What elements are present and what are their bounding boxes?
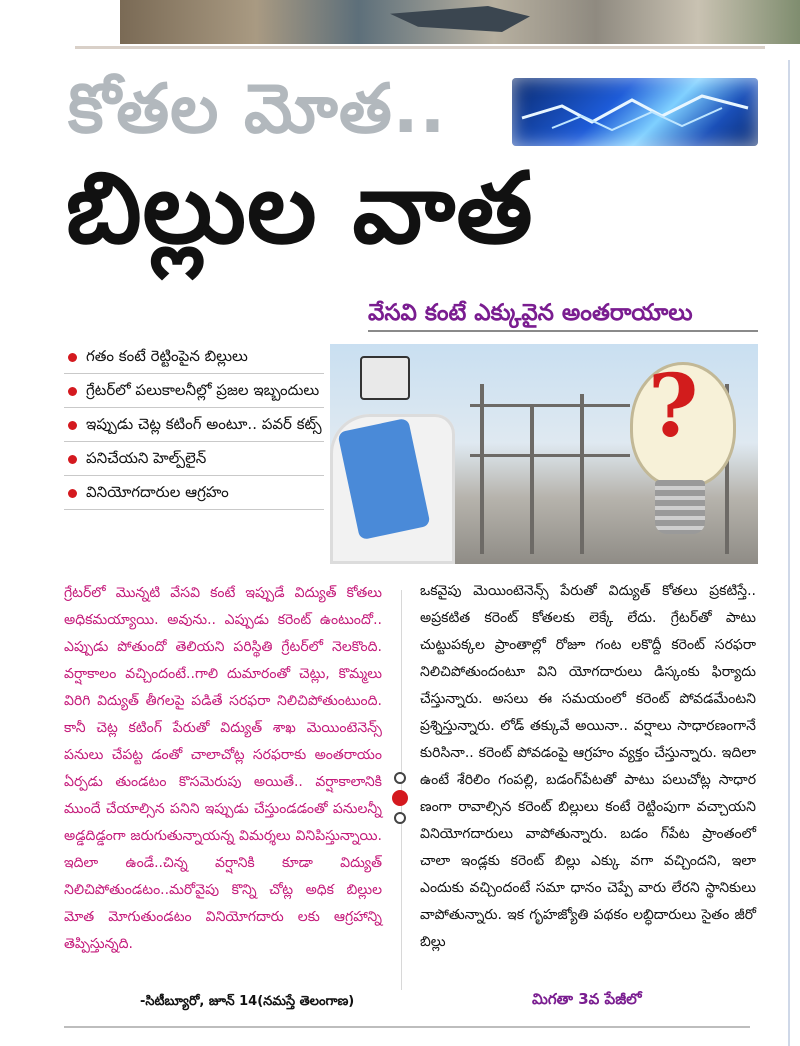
bulb-base bbox=[655, 480, 705, 534]
article-byline: -సిటీబ్యూరో, జూన్ 14(నమస్తే తెలంగాణ) bbox=[140, 994, 355, 1009]
bullet-item: ఇప్పుడు చెట్ల కటింగ్ అంటూ.. పవర్ కట్స్ bbox=[64, 408, 324, 442]
subhead-rule bbox=[368, 330, 758, 332]
bullet-dot-icon bbox=[68, 455, 77, 464]
bullet-list bbox=[64, 340, 324, 510]
bullet-item: పనిచేయని హెల్ప్‌లైన్ bbox=[64, 442, 324, 476]
headline-line2: బిల్లుల వాత bbox=[66, 152, 534, 266]
tower-pole bbox=[480, 384, 484, 554]
tower-beam bbox=[470, 404, 630, 407]
bullet-item: గ్రేటర్‌లో పలుకాలనీల్లో ప్రజల ఇబ్బందులు bbox=[64, 374, 324, 408]
bullet-dot-icon bbox=[68, 489, 77, 498]
question-mark-icon: ? bbox=[648, 356, 699, 457]
continued-note: మిగతా 3వ పేజీలో bbox=[532, 990, 642, 1008]
lightning-bolt-icon bbox=[512, 78, 758, 146]
top-rule bbox=[75, 46, 765, 49]
headline-line1: కోతల మోత.. bbox=[68, 70, 447, 149]
subheadline: వేసవి కంటే ఎక్కువైన అంతరాయాలు bbox=[368, 300, 693, 326]
side-rule bbox=[788, 60, 790, 1046]
aircraft-shape bbox=[390, 6, 530, 32]
tower-pole bbox=[580, 394, 584, 554]
substation-photo bbox=[330, 344, 758, 564]
electric-meter-icon bbox=[360, 356, 410, 400]
tower-pole bbox=[530, 404, 534, 554]
bottom-rule bbox=[64, 1026, 750, 1028]
divider-circle-red bbox=[392, 790, 408, 806]
article-right-column bbox=[420, 578, 756, 956]
bullet-item: గతం కంటే రెట్టింపైన బిల్లులు bbox=[64, 340, 324, 374]
bullet-dot-icon bbox=[68, 353, 77, 362]
article-right-text: ఒకవైపు మెయింటెనెన్స్ పేరుతో విద్యుత్ కోతలు ప్రకటిస్తే.. అప్రకటిత కరెంట్ కోతలకు లెక్కే లేదు. గ్రేటర్‌తో పాటు చుట్టుపక్కల ప్రాంతాల్లో రోజూ గంట లకొద్దీ కరెంట్ సరఫరా నిలిచిపోతుందంటూ విని యోగదారులు డిస్కంకు ఫిర్యాదు చేస్తున్నారు. అసలు ఈ సమయంలో కరెంట్ పోవడమేంటని ప్రశ్నిస్తున్నారు. లోడ్ తక్కువే అయినా.. వర్షాలు సాధారణంగానే కురిసినా.. కరెంట్ పోవడంపై ఆగ్రహం వ్యక్తం చేస్తున్నారు. ఇదిలా ఉంటే శేరిలిం గంపల్లి, బడంగ్‌పేటతో పాటు పలుచోట్ల సాధార ణంగా రావాల్సిన కరెంట్ బిల్లులు కంటే రెట్టింపుగా వచ్చాయని వినియోగదారులు వాపోతున్నారు. బడం గ్‌పేట ప్రాంతంలో చాలా ఇండ్లకు కరెంట్ బిల్లు ఎక్కు వగా వచ్చిందని, ఇలా ఎందుకు వచ్చిందంటే సమా ధానం చెప్పే వారు లేరని స్థానికులు వాపోతున్నారు. ఇక గృహజ్యోతి పథకం లబ్ధిదారులు సైతం జీరో బిల్లు bbox=[420, 583, 756, 950]
bullet-dot-icon bbox=[68, 421, 77, 430]
top-photo-strip bbox=[120, 0, 800, 44]
lightning-image bbox=[512, 78, 758, 146]
article-left-text: గ్రేటర్‌లో మొన్నటి వేసవి కంటే ఇప్పుడే విద్యుత్ కోతలు అధికమయ్యాయి. అవును.. ఎప్పుడు కరెంట్ ఉంటుందో.. ఎప్పుడు పోతుందో తెలియని పరిస్థితి గ్రేటర్‌లో నెలకొంది. వర్షాకాలం వచ్చిందంటే..గాలి దుమారంతో చెట్లు, కొమ్మలు విరిగి విద్యుత్ తీగలపై పడితే సరఫరా నిలిచిపోతుంటుంది. కానీ చెట్ల కటింగ్ పేరుతో విద్యుత్ శాఖ మెయింటెనెన్స్ పనులు చేపట్ట డంతో చాలాచోట్ల సరఫరాకు అంతరాయం ఏర్పడు తుండటం కొసమెరుపు అయితే.. వర్షాకాలానికి ముందే చేయాల్సిన పనిని ఇప్పుడు చేస్తుండడంతో పనులన్నీ అడ్డదిడ్డంగా జరుగుతున్నాయన్న విమర్శలు వినిపిస్తున్నాయి. ఇదిలా ఉండే..చిన్న వర్షానికి కూడా విద్యుత్ నిలిచిపోతుండటం..మరోవైపు కొన్ని చోట్ల అధిక బిల్లుల మోత మోగుతుండటం వినియోగదారు లకు ఆగ్రహాన్ని తెప్పిస్తున్నది. bbox=[64, 585, 382, 952]
bullet-dot-icon bbox=[68, 387, 77, 396]
tower-beam bbox=[470, 454, 630, 457]
divider-circle bbox=[394, 812, 406, 824]
divider-circle bbox=[394, 772, 406, 784]
article-left-column bbox=[64, 580, 382, 958]
bullet-item: వినియోగదారుల ఆగ్రహం bbox=[64, 476, 324, 510]
